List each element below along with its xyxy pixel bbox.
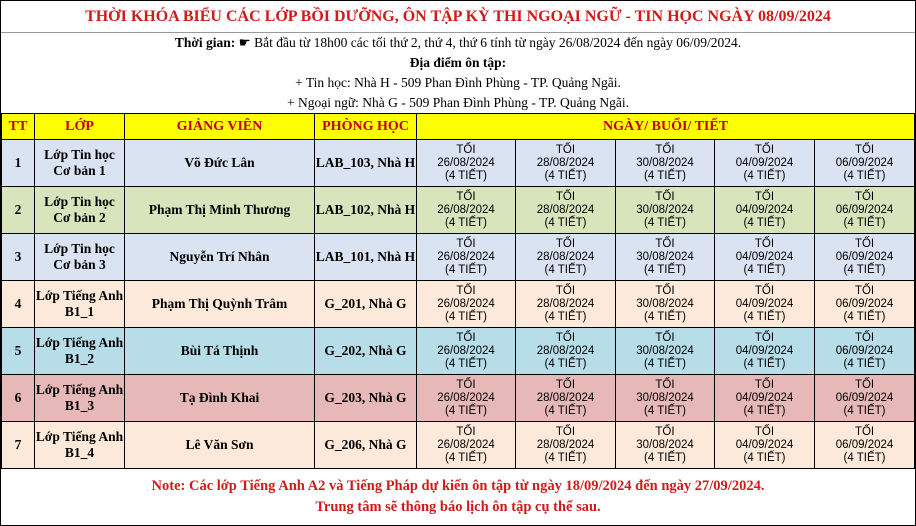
room: G_203, Nhà G	[315, 375, 417, 422]
session-cell	[815, 140, 915, 187]
session-cell	[815, 281, 915, 328]
session-label: TỐI	[655, 378, 675, 391]
session-cell	[417, 328, 516, 375]
table-row	[2, 140, 915, 187]
session-periods: (4 TIẾT)	[445, 357, 487, 370]
session-label: TỐI	[555, 331, 576, 344]
session-cell	[516, 328, 616, 375]
session-date: 06/09/2024	[835, 297, 894, 310]
header-giang-vien: GIẢNG VIÊN	[125, 114, 315, 140]
session-date: 04/09/2024	[735, 250, 794, 263]
location-line-lang: + Ngoại ngữ: Nhà G - 509 Phan Đình Phùng - TP. Quảng Ngãi.	[286, 95, 630, 110]
schedule-table	[1, 113, 915, 469]
session-periods: (4 TIẾT)	[843, 310, 886, 323]
session-label: TỐI	[854, 331, 875, 344]
location-label: Địa điểm ôn tập:	[409, 55, 507, 70]
room: G_201, Nhà G	[315, 281, 417, 328]
session-cell	[616, 187, 715, 234]
class-name: Lớp Tin học Cơ bản 2	[35, 187, 125, 234]
session-date: 30/08/2024	[636, 297, 694, 310]
session-cell	[616, 281, 715, 328]
session-periods: (4 TIẾT)	[445, 216, 487, 229]
session-periods: (4 TIẾT)	[743, 310, 786, 323]
session-label: TỐI	[854, 237, 875, 250]
session-date: 26/08/2024	[437, 250, 495, 263]
session-periods: (4 TIẾT)	[544, 451, 587, 464]
session-label: TỐI	[854, 284, 875, 297]
teacher-name: Tạ Đình Khai	[125, 375, 315, 422]
session-label: TỐI	[754, 190, 775, 203]
session-label: TỐI	[456, 284, 476, 297]
session-date: 06/09/2024	[835, 203, 894, 216]
session-date: 30/08/2024	[636, 250, 694, 263]
session-periods: (4 TIẾT)	[544, 310, 587, 323]
info-block	[1, 33, 915, 113]
row-number: 2	[2, 187, 35, 234]
session-periods: (4 TIẾT)	[644, 169, 686, 182]
session-label: TỐI	[854, 425, 875, 438]
session-periods: (4 TIẾT)	[743, 451, 786, 464]
session-label: TỐI	[754, 237, 775, 250]
session-periods: (4 TIẾT)	[544, 404, 587, 417]
session-cell	[417, 234, 516, 281]
session-label: TỐI	[456, 425, 476, 438]
session-label: TỐI	[555, 190, 576, 203]
session-label: TỐI	[555, 378, 576, 391]
session-periods: (4 TIẾT)	[544, 263, 587, 276]
session-label: TỐI	[555, 237, 576, 250]
session-date: 06/09/2024	[835, 344, 894, 357]
session-label: TỐI	[655, 331, 675, 344]
location-line-it: + Tin học: Nhà H - 509 Phan Đình Phùng - TP. Quảng Ngãi.	[295, 75, 621, 90]
session-cell	[616, 328, 715, 375]
header-tt: TT	[2, 114, 35, 140]
session-date: 04/09/2024	[735, 391, 794, 404]
table-row	[2, 234, 915, 281]
session-cell	[715, 234, 815, 281]
header-row	[2, 114, 915, 140]
session-date: 30/08/2024	[636, 438, 694, 451]
row-number: 4	[2, 281, 35, 328]
room: LAB_103, Nhà H	[315, 140, 417, 187]
session-periods: (4 TIẾT)	[843, 216, 886, 229]
time-text: Bắt đầu từ 18h00 các tối thứ 2, thứ 4, thứ 6 tính từ ngày 26/08/2024 đến ngày 06/09/2024.	[254, 35, 742, 50]
session-cell	[715, 328, 815, 375]
session-date: 06/09/2024	[835, 156, 894, 169]
note-line-1: Note: Các lớp Tiếng Anh A2 và Tiếng Pháp dự kiến ôn tập từ ngày 18/09/2024 đến ngày 27/09/2024.	[151, 478, 765, 494]
session-date: 28/08/2024	[536, 344, 595, 357]
note-line-2: Trung tâm sẽ thông báo lịch ôn tập cụ thể sau.	[315, 499, 601, 515]
session-date: 30/08/2024	[636, 203, 694, 216]
session-label: TỐI	[854, 190, 875, 203]
session-cell	[815, 375, 915, 422]
teacher-name: Lê Văn Sơn	[125, 422, 315, 469]
header-ngay-buoi-tiet: NGÀY/ BUỔI/ TIẾT	[417, 114, 915, 140]
session-date: 30/08/2024	[636, 391, 694, 404]
session-date: 04/09/2024	[735, 203, 794, 216]
session-cell	[616, 422, 715, 469]
session-cell	[715, 422, 815, 469]
session-label: TỐI	[555, 425, 576, 438]
session-periods: (4 TIẾT)	[843, 451, 886, 464]
session-cell	[516, 281, 616, 328]
session-cell	[516, 140, 616, 187]
session-label: TỐI	[456, 143, 476, 156]
teacher-name: Phạm Thị Minh Thương	[125, 187, 315, 234]
teacher-name: Võ Đức Lân	[125, 140, 315, 187]
session-periods: (4 TIẾT)	[644, 357, 686, 370]
room: LAB_101, Nhà H	[315, 234, 417, 281]
header-lop: LỚP	[35, 114, 125, 140]
room: LAB_102, Nhà H	[315, 187, 417, 234]
class-name: Lớp Tin học Cơ bản 3	[35, 234, 125, 281]
room: G_202, Nhà G	[315, 328, 417, 375]
session-label: TỐI	[655, 237, 675, 250]
session-date: 30/08/2024	[636, 344, 694, 357]
class-name: Lớp Tiếng Anh B1_2	[35, 328, 125, 375]
class-name: Lớp Tin học Cơ bản 1	[35, 140, 125, 187]
session-periods: (4 TIẾT)	[544, 169, 587, 182]
header-phong-hoc: PHÒNG HỌC	[315, 114, 417, 140]
session-cell	[815, 422, 915, 469]
teacher-name: Nguyễn Trí Nhân	[125, 234, 315, 281]
session-label: TỐI	[854, 143, 875, 156]
session-cell	[715, 375, 815, 422]
session-cell	[417, 281, 516, 328]
session-cell	[417, 375, 516, 422]
session-date: 26/08/2024	[437, 438, 495, 451]
session-cell	[715, 281, 815, 328]
session-cell	[616, 375, 715, 422]
session-label: TỐI	[655, 190, 675, 203]
room: G_206, Nhà G	[315, 422, 417, 469]
session-cell	[815, 328, 915, 375]
session-cell	[815, 234, 915, 281]
session-date: 06/09/2024	[835, 438, 894, 451]
session-date: 28/08/2024	[536, 203, 595, 216]
session-cell	[516, 187, 616, 234]
session-periods: (4 TIẾT)	[445, 169, 487, 182]
session-periods: (4 TIẾT)	[644, 310, 686, 323]
session-periods: (4 TIẾT)	[843, 404, 886, 417]
session-periods: (4 TIẾT)	[544, 357, 587, 370]
teacher-name: Phạm Thị Quỳnh Trâm	[125, 281, 315, 328]
session-cell	[616, 140, 715, 187]
session-periods: (4 TIẾT)	[644, 263, 686, 276]
session-label: TỐI	[655, 284, 675, 297]
session-periods: (4 TIẾT)	[644, 404, 686, 417]
session-periods: (4 TIẾT)	[445, 451, 487, 464]
note-block	[1, 469, 915, 518]
session-cell	[516, 375, 616, 422]
session-date: 06/09/2024	[835, 250, 894, 263]
class-name: Lớp Tiếng Anh B1_4	[35, 422, 125, 469]
table-row	[2, 187, 915, 234]
session-periods: (4 TIẾT)	[743, 357, 786, 370]
time-label: Thời gian:	[174, 35, 236, 50]
session-periods: (4 TIẾT)	[743, 216, 786, 229]
session-periods: (4 TIẾT)	[743, 169, 786, 182]
time-line	[1, 33, 915, 53]
session-date: 26/08/2024	[437, 156, 495, 169]
session-date: 28/08/2024	[536, 156, 595, 169]
table-row	[2, 328, 915, 375]
class-name: Lớp Tiếng Anh B1_1	[35, 281, 125, 328]
session-date: 28/08/2024	[536, 297, 595, 310]
row-number: 1	[2, 140, 35, 187]
session-date: 28/08/2024	[536, 391, 595, 404]
session-date: 30/08/2024	[636, 156, 694, 169]
session-periods: (4 TIẾT)	[644, 451, 686, 464]
session-date: 28/08/2024	[536, 250, 595, 263]
session-periods: (4 TIẾT)	[445, 263, 487, 276]
session-cell	[715, 140, 815, 187]
session-label: TỐI	[754, 331, 775, 344]
session-cell	[516, 422, 616, 469]
page-title: THỜI KHÓA BIỂU CÁC LỚP BỒI DƯỠNG, ÔN TẬP KỲ THI NGOẠI NGỮ - TIN HỌC NGÀY 08/09/2024	[1, 1, 915, 33]
teacher-name: Bùi Tá Thịnh	[125, 328, 315, 375]
session-date: 26/08/2024	[437, 391, 495, 404]
session-cell	[516, 234, 616, 281]
table-row	[2, 281, 915, 328]
table-row	[2, 375, 915, 422]
session-periods: (4 TIẾT)	[644, 216, 686, 229]
row-number: 3	[2, 234, 35, 281]
session-periods: (4 TIẾT)	[843, 169, 886, 182]
session-periods: (4 TIẾT)	[445, 404, 487, 417]
session-date: 04/09/2024	[735, 438, 794, 451]
session-periods: (4 TIẾT)	[544, 216, 587, 229]
hand-pointing-icon: ☛	[238, 35, 251, 50]
row-number: 7	[2, 422, 35, 469]
session-label: TỐI	[754, 284, 775, 297]
row-number: 6	[2, 375, 35, 422]
session-label: TỐI	[456, 331, 476, 344]
session-periods: (4 TIẾT)	[445, 310, 487, 323]
session-label: TỐI	[655, 143, 675, 156]
session-periods: (4 TIẾT)	[743, 404, 786, 417]
session-date: 26/08/2024	[437, 344, 495, 357]
session-label: TỐI	[456, 378, 476, 391]
session-cell	[417, 422, 516, 469]
session-cell	[616, 234, 715, 281]
session-cell	[715, 187, 815, 234]
session-cell	[417, 140, 516, 187]
table-row	[2, 422, 915, 469]
schedule-body	[2, 140, 915, 469]
session-label: TỐI	[754, 378, 775, 391]
session-periods: (4 TIẾT)	[843, 357, 886, 370]
session-date: 26/08/2024	[437, 203, 495, 216]
session-date: 04/09/2024	[735, 297, 794, 310]
session-cell	[417, 187, 516, 234]
session-label: TỐI	[754, 143, 775, 156]
session-periods: (4 TIẾT)	[843, 263, 886, 276]
session-label: TỐI	[555, 284, 576, 297]
session-cell	[815, 187, 915, 234]
session-date: 04/09/2024	[735, 156, 794, 169]
row-number: 5	[2, 328, 35, 375]
session-date: 06/09/2024	[835, 391, 894, 404]
session-label: TỐI	[456, 237, 476, 250]
session-date: 28/08/2024	[536, 438, 595, 451]
session-label: TỐI	[655, 425, 675, 438]
class-name: Lớp Tiếng Anh B1_3	[35, 375, 125, 422]
session-label: TỐI	[854, 378, 875, 391]
session-periods: (4 TIẾT)	[743, 263, 786, 276]
session-date: 26/08/2024	[437, 297, 495, 310]
session-date: 04/09/2024	[735, 344, 794, 357]
session-label: TỐI	[456, 190, 476, 203]
session-label: TỐI	[555, 143, 576, 156]
session-label: TỐI	[754, 425, 775, 438]
